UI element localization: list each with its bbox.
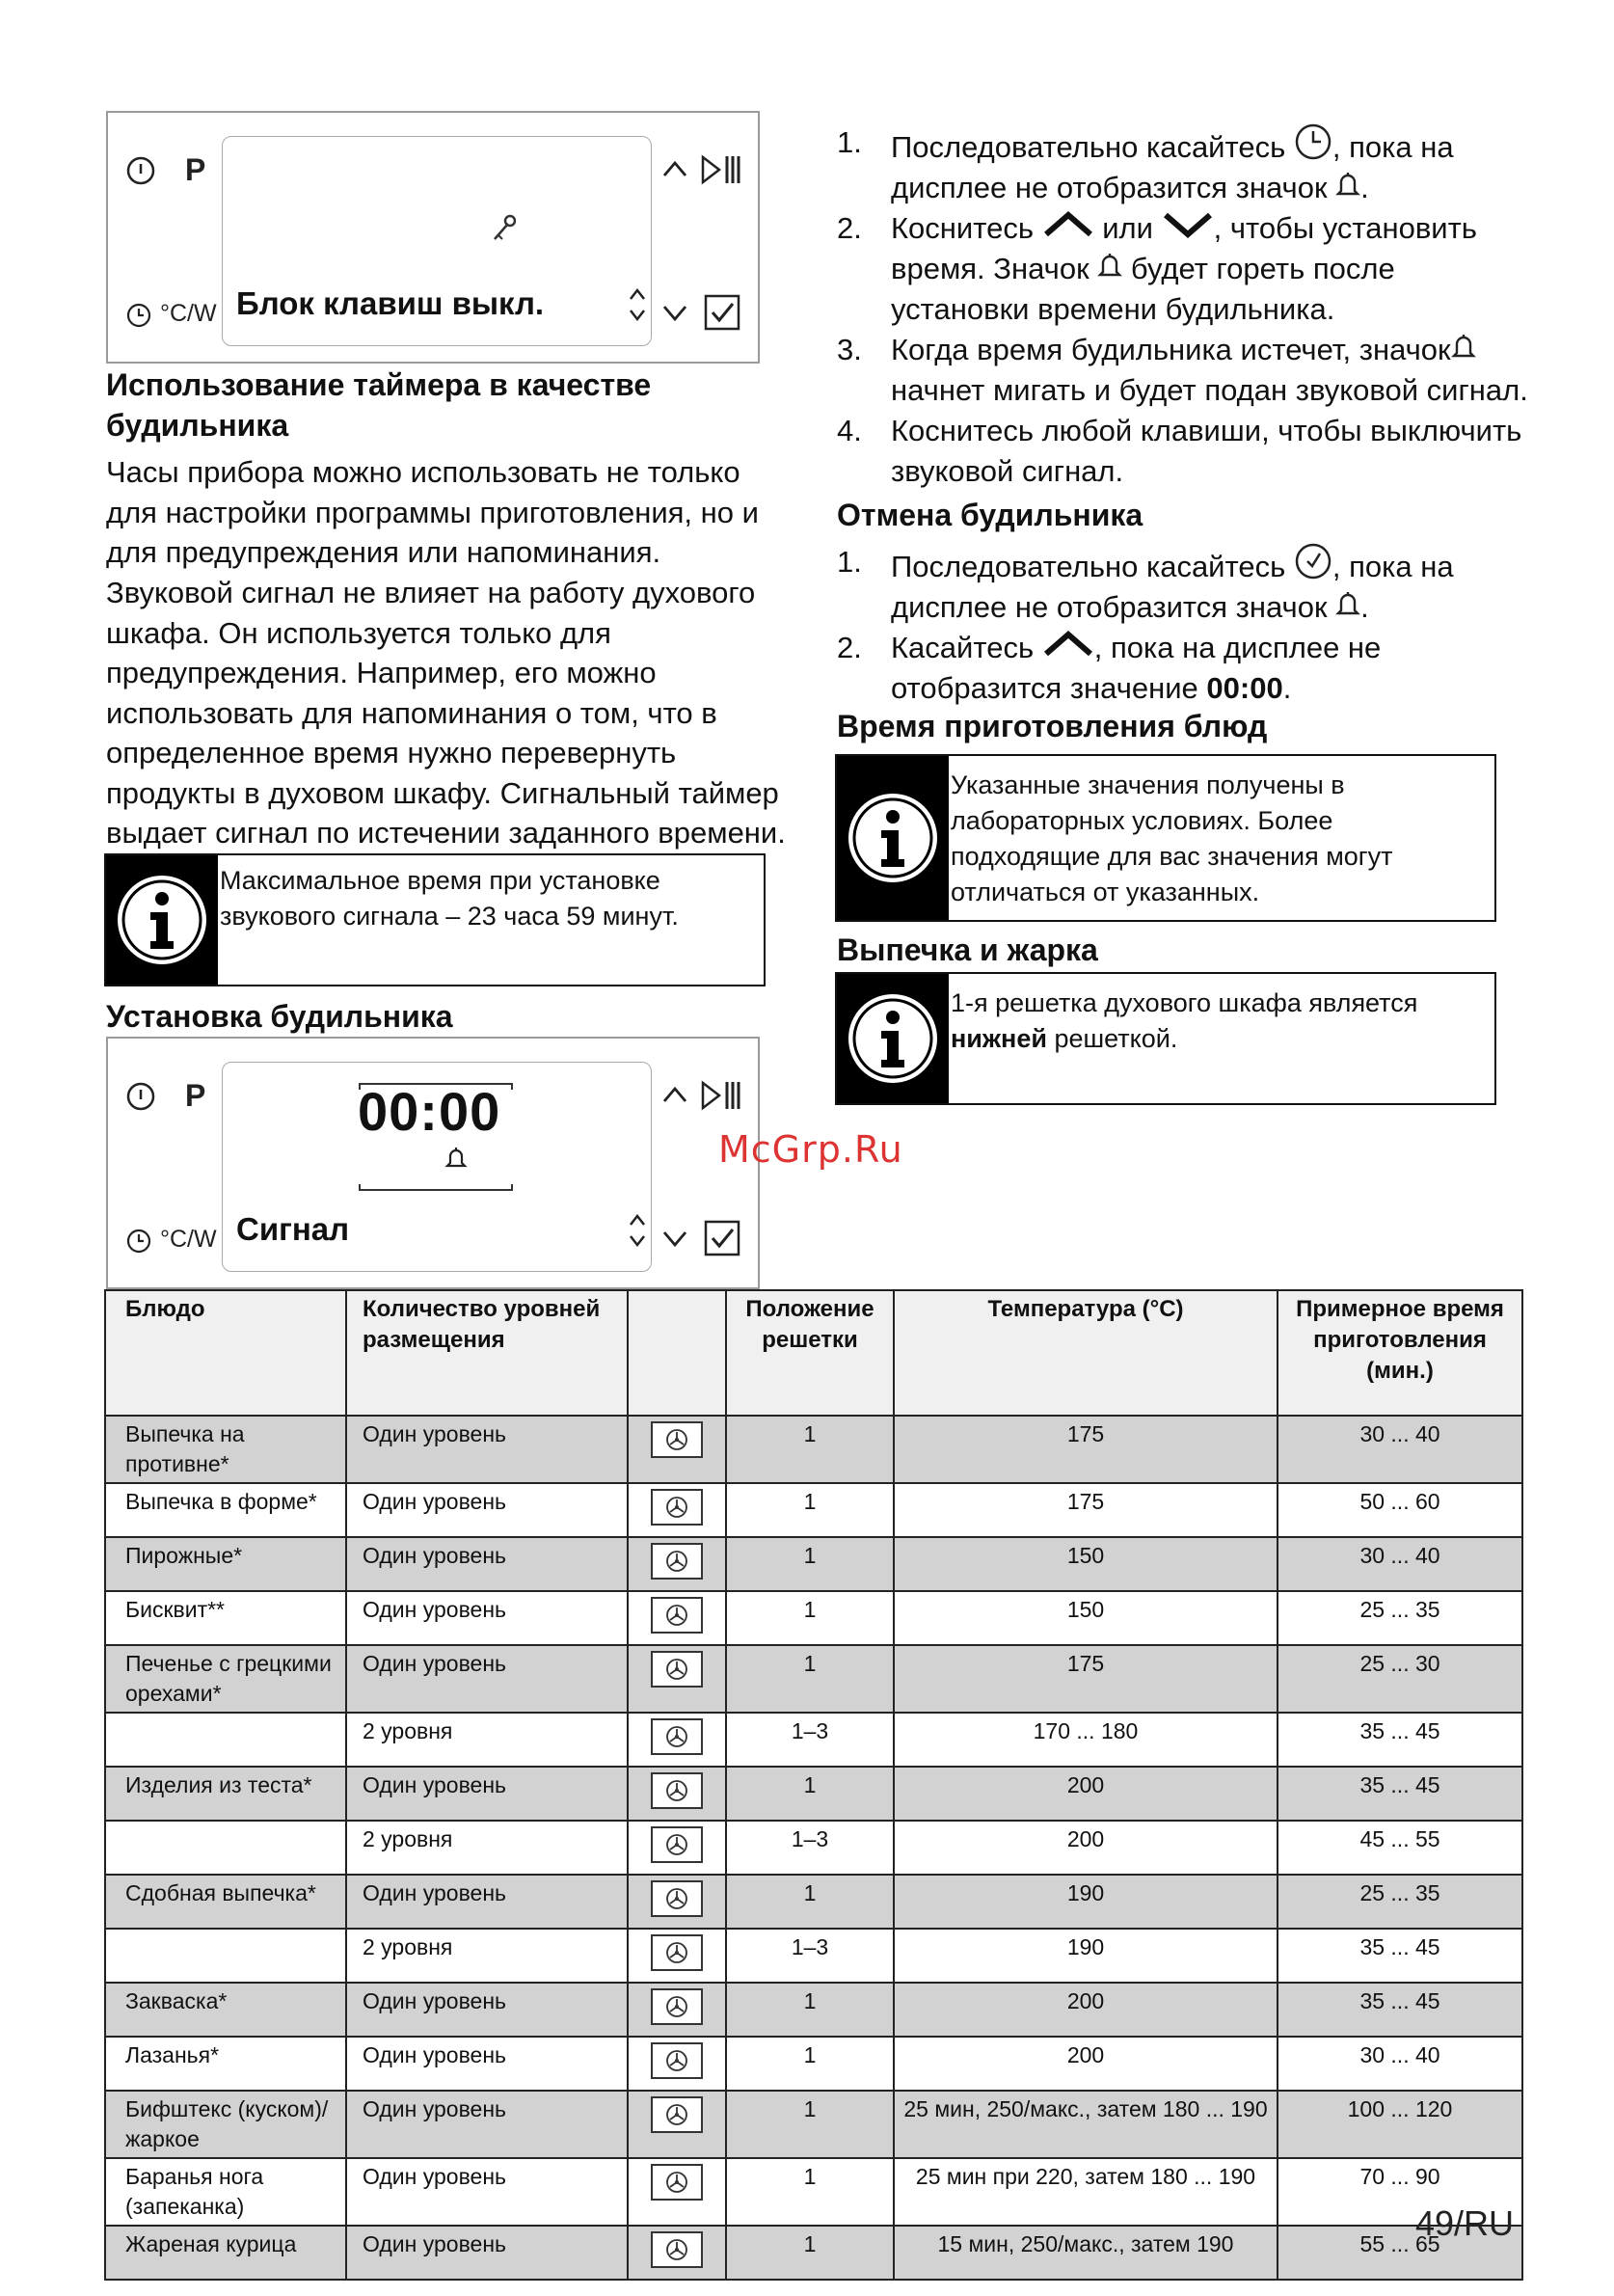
cell-temperature: 175 [894, 1416, 1278, 1483]
fan-heating-icon [651, 1880, 703, 1917]
cell-levels: Один уровень [346, 1767, 628, 1821]
display-screen [222, 1062, 652, 1272]
cell-temperature: 25 мин, 250/макс., затем 180 ... 190 [894, 2091, 1278, 2158]
set-alarm-steps [837, 122, 1531, 492]
cell-temperature: 200 [894, 1983, 1278, 2037]
cell-time: 35 ... 45 [1278, 1983, 1522, 2037]
display-screen [222, 136, 652, 346]
timer-paragraph-1: Часы прибора можно использовать не только для настройки программы приготовления, но и для предупреждения или напоминания. [106, 455, 759, 569]
cell-mode [628, 2037, 726, 2091]
cell-dish: Выпечка на противне* [105, 1416, 346, 1483]
cell-rack: 1 [726, 1591, 894, 1645]
cell-time: 30 ... 40 [1278, 1416, 1522, 1483]
cell-time: 55 ... 65 [1278, 2226, 1522, 2280]
bell-icon [1097, 252, 1122, 281]
fan-heating-icon [651, 1597, 703, 1634]
key-lock-text: Блок клавиш выкл. [236, 285, 545, 321]
cell-rack: 1 [726, 2226, 894, 2280]
cell-levels: Один уровень [346, 1875, 628, 1929]
cell-mode [628, 1983, 726, 2037]
fan-heating-icon [651, 2042, 703, 2079]
up-arrow-icon [1042, 631, 1094, 658]
confirm-icon[interactable] [704, 1220, 740, 1256]
time-brackets [358, 1082, 514, 1198]
cell-dish: Закваска* [105, 1983, 346, 2037]
list-item: 4. Коснитесь любой клавиши, чтобы выключить звуковой сигнал. [837, 414, 1522, 488]
cell-mode [628, 1537, 726, 1591]
cell-time: 50 ... 60 [1278, 1483, 1522, 1537]
cell-rack: 1–3 [726, 1929, 894, 1983]
cell-mode [628, 1483, 726, 1537]
clock-icon[interactable] [125, 1228, 152, 1255]
cell-rack: 1–3 [726, 1713, 894, 1767]
control-panel-alarm [106, 1037, 760, 1289]
temperature-key[interactable]: °C/W [160, 1226, 217, 1253]
up-down-icon [628, 285, 647, 324]
header-mode [628, 1290, 726, 1416]
cell-rack: 1 [726, 2091, 894, 2158]
cell-time: 35 ... 45 [1278, 1713, 1522, 1767]
table-row [105, 1713, 1522, 1767]
cell-mode [628, 2226, 726, 2280]
header-temperature: Температура (°C) [894, 1290, 1278, 1416]
cell-temperature: 190 [894, 1929, 1278, 1983]
fan-heating-icon [651, 2096, 703, 2133]
watermark: McGrp.Ru [718, 1128, 903, 1171]
cell-rack: 1 [726, 1875, 894, 1929]
info-icon [837, 974, 949, 1103]
cell-dish [105, 1929, 346, 1983]
control-panel-key-lock [106, 111, 760, 364]
cell-levels: Один уровень [346, 1983, 628, 2037]
cell-levels: 2 уровня [346, 1821, 628, 1875]
table-row [105, 1537, 1522, 1591]
cell-dish: Пирожные* [105, 1537, 346, 1591]
list-item: 3. Когда время будильника истечет, значок начнет мигать и будет подан звуковой сигнал. [837, 333, 1528, 407]
bell-icon [1335, 171, 1360, 200]
down-arrow-icon[interactable] [661, 304, 688, 323]
clock-icon [1294, 122, 1332, 161]
cell-temperature: 175 [894, 1645, 1278, 1713]
cell-rack: 1 [726, 2037, 894, 2091]
fan-heating-icon [651, 1489, 703, 1526]
list-item: 2. Касайтесь , пока на дисплее не отобразится значение 00:00. [837, 631, 1382, 705]
info-icon [837, 756, 949, 920]
info-note-rack [835, 972, 1496, 1105]
cell-temperature: 170 ... 180 [894, 1713, 1278, 1767]
cell-levels: Один уровень [346, 1483, 628, 1537]
section-heading-timer: Использование таймера в качестве будильника [106, 367, 652, 443]
bell-icon [1451, 333, 1476, 362]
header-dish: Блюдо [105, 1290, 346, 1416]
table-row [105, 1483, 1522, 1537]
play-pause-icon[interactable] [700, 1079, 742, 1112]
table-header-row [105, 1290, 1522, 1416]
cell-time: 35 ... 45 [1278, 1767, 1522, 1821]
page-number: 49/RU [1414, 2203, 1514, 2243]
fan-heating-icon [651, 2164, 703, 2201]
cell-mode [628, 1929, 726, 1983]
cell-levels: Один уровень [346, 2091, 628, 2158]
table-row [105, 1416, 1522, 1483]
cell-dish: Бифштекс (куском)/жаркое [105, 2091, 346, 2158]
cell-time: 30 ... 40 [1278, 2037, 1522, 2091]
cell-levels: Один уровень [346, 1591, 628, 1645]
program-key[interactable]: P [185, 1078, 206, 1113]
cell-mode [628, 1645, 726, 1713]
section-heading-set-alarm: Установка будильника [106, 999, 453, 1034]
section-heading-cooking-time: Время приготовления блюд [837, 709, 1268, 743]
confirm-icon[interactable] [704, 294, 740, 331]
cell-time: 25 ... 30 [1278, 1645, 1522, 1713]
cell-dish: Жареная курица [105, 2226, 346, 2280]
table-row [105, 1821, 1522, 1875]
power-icon[interactable] [125, 1081, 156, 1112]
cell-time: 45 ... 55 [1278, 1821, 1522, 1875]
cell-mode [628, 1416, 726, 1483]
info-note-text: 1-я решетка духового шкафа является нижней решеткой. [951, 988, 1418, 1053]
up-arrow-icon [1042, 211, 1094, 238]
timer-paragraph-2: Звуковой сигнал не влияет на работу духового шкафа. Он используется только для предупреждения. Например, его можно использовать для напоминания о том, что в определенное время нужно перевернуть продукты в духовом шкафу. Сигнальный таймер выдает сигнал по истечении заданного времени. [106, 576, 786, 850]
cell-mode [628, 1875, 726, 1929]
cell-dish: Сдобная выпечка* [105, 1875, 346, 1929]
info-note-text: Максимальное время при установке звукового сигнала – 23 часа 59 минут. [220, 866, 679, 931]
cell-temperature: 15 мин, 250/макс., затем 190 [894, 2226, 1278, 2280]
clock-icon[interactable] [125, 302, 152, 329]
table-row [105, 1875, 1522, 1929]
fan-heating-icon [651, 1988, 703, 2025]
fan-heating-icon [651, 1934, 703, 1971]
cell-temperature: 25 мин при 220, затем 180 ... 190 [894, 2158, 1278, 2226]
cell-rack: 1 [726, 1645, 894, 1713]
fan-heating-icon [651, 1826, 703, 1863]
table-row [105, 2158, 1522, 2226]
bell-icon [1335, 590, 1360, 619]
cell-time: 25 ... 35 [1278, 1875, 1522, 1929]
down-arrow-icon [1162, 211, 1214, 238]
cell-mode [628, 1591, 726, 1645]
fan-heating-icon [651, 2231, 703, 2268]
play-pause-icon[interactable] [700, 153, 742, 186]
cell-rack: 1 [726, 1983, 894, 2037]
cell-dish: Бисквит** [105, 1591, 346, 1645]
lock-key-icon [491, 214, 516, 243]
fan-heating-icon [651, 1543, 703, 1580]
cell-levels: Один уровень [346, 2226, 628, 2280]
table-row [105, 1929, 1522, 1983]
cell-levels: Один уровень [346, 1537, 628, 1591]
list-item: 2. Коснитесь или , чтобы установить время. Значок будет гореть после установки времени будильника. [837, 211, 1477, 326]
cell-temperature: 150 [894, 1537, 1278, 1591]
up-down-icon [628, 1211, 647, 1250]
cell-levels: Один уровень [346, 1645, 628, 1713]
table-row [105, 2226, 1522, 2280]
cell-time: 100 ... 120 [1278, 2091, 1522, 2158]
table-row [105, 1591, 1522, 1645]
cell-temperature: 200 [894, 2037, 1278, 2091]
info-note-lab-values [835, 754, 1496, 922]
list-item: 1. Последовательно касайтесь , пока на дисплее не отобразится значок . [837, 542, 1531, 628]
cell-rack: 1 [726, 2158, 894, 2226]
down-arrow-icon[interactable] [661, 1229, 688, 1249]
cell-dish: Баранья нога (запеканка) [105, 2158, 346, 2226]
fan-heating-icon [651, 1718, 703, 1755]
fan-heating-icon [651, 1772, 703, 1809]
cell-time: 25 ... 35 [1278, 1591, 1522, 1645]
fan-heating-icon [651, 1651, 703, 1688]
cell-temperature: 200 [894, 1767, 1278, 1821]
cell-temperature: 150 [894, 1591, 1278, 1645]
cell-temperature: 175 [894, 1483, 1278, 1537]
table-row [105, 2091, 1522, 2158]
bell-icon [444, 1146, 468, 1171]
cell-dish: Лазанья* [105, 2037, 346, 2091]
cell-levels: Один уровень [346, 2037, 628, 2091]
cell-levels: 2 уровня [346, 1713, 628, 1767]
temperature-key[interactable]: °C/W [160, 300, 217, 327]
cell-levels: 2 уровня [346, 1929, 628, 1983]
table-row [105, 1645, 1522, 1713]
cancel-alarm-steps [837, 542, 1531, 709]
header-levels: Количество уровней размещения [346, 1290, 628, 1416]
cell-rack: 1 [726, 1537, 894, 1591]
table-row [105, 1767, 1522, 1821]
power-icon[interactable] [125, 155, 156, 186]
cell-temperature: 200 [894, 1821, 1278, 1875]
cell-levels: Один уровень [346, 1416, 628, 1483]
alarm-text: Сигнал [236, 1211, 350, 1247]
table-row [105, 1983, 1522, 2037]
list-item: 1. Последовательно касайтесь , пока на дисплее не отобразится значок . [837, 122, 1531, 208]
section-heading-cancel: Отмена будильника [837, 498, 1143, 532]
up-arrow-icon[interactable] [661, 159, 688, 178]
cell-levels: Один уровень [346, 2158, 628, 2226]
table-row [105, 2037, 1522, 2091]
cell-temperature: 190 [894, 1875, 1278, 1929]
fan-heating-icon [651, 1421, 703, 1458]
up-arrow-icon[interactable] [661, 1085, 688, 1104]
cell-dish: Изделия из теста* [105, 1767, 346, 1821]
info-note-text: Указанные значения получены в лабораторных условиях. Более подходящие для вас значения могут отличаться от указанных. [951, 770, 1393, 906]
info-icon [106, 855, 218, 985]
cell-time: 70 ... 90 [1278, 2158, 1522, 2226]
header-rack: Положение решетки [726, 1290, 894, 1416]
cell-rack: 1 [726, 1416, 894, 1483]
timer-check-icon [1294, 542, 1332, 581]
cell-rack: 1–3 [726, 1821, 894, 1875]
cell-dish [105, 1821, 346, 1875]
section-heading-baking: Выпечка и жарка [837, 932, 1098, 967]
cell-dish: Печенье с грецкими орехами* [105, 1645, 346, 1713]
cell-dish: Выпечка в форме* [105, 1483, 346, 1537]
cell-mode [628, 1713, 726, 1767]
cell-mode [628, 2091, 726, 2158]
cell-rack: 1 [726, 1767, 894, 1821]
cell-time: 35 ... 45 [1278, 1929, 1522, 1983]
program-key[interactable]: P [185, 152, 206, 187]
cell-mode [628, 1767, 726, 1821]
cooking-table [104, 1289, 1523, 2281]
info-note-max-time [104, 853, 766, 986]
cell-rack: 1 [726, 1483, 894, 1537]
cell-mode [628, 1821, 726, 1875]
cell-dish [105, 1713, 346, 1767]
cell-time: 30 ... 40 [1278, 1537, 1522, 1591]
header-time: Примерное время приготовления (мин.) [1278, 1290, 1522, 1416]
time-readout: 00:00 [358, 1081, 501, 1142]
cell-mode [628, 2158, 726, 2226]
